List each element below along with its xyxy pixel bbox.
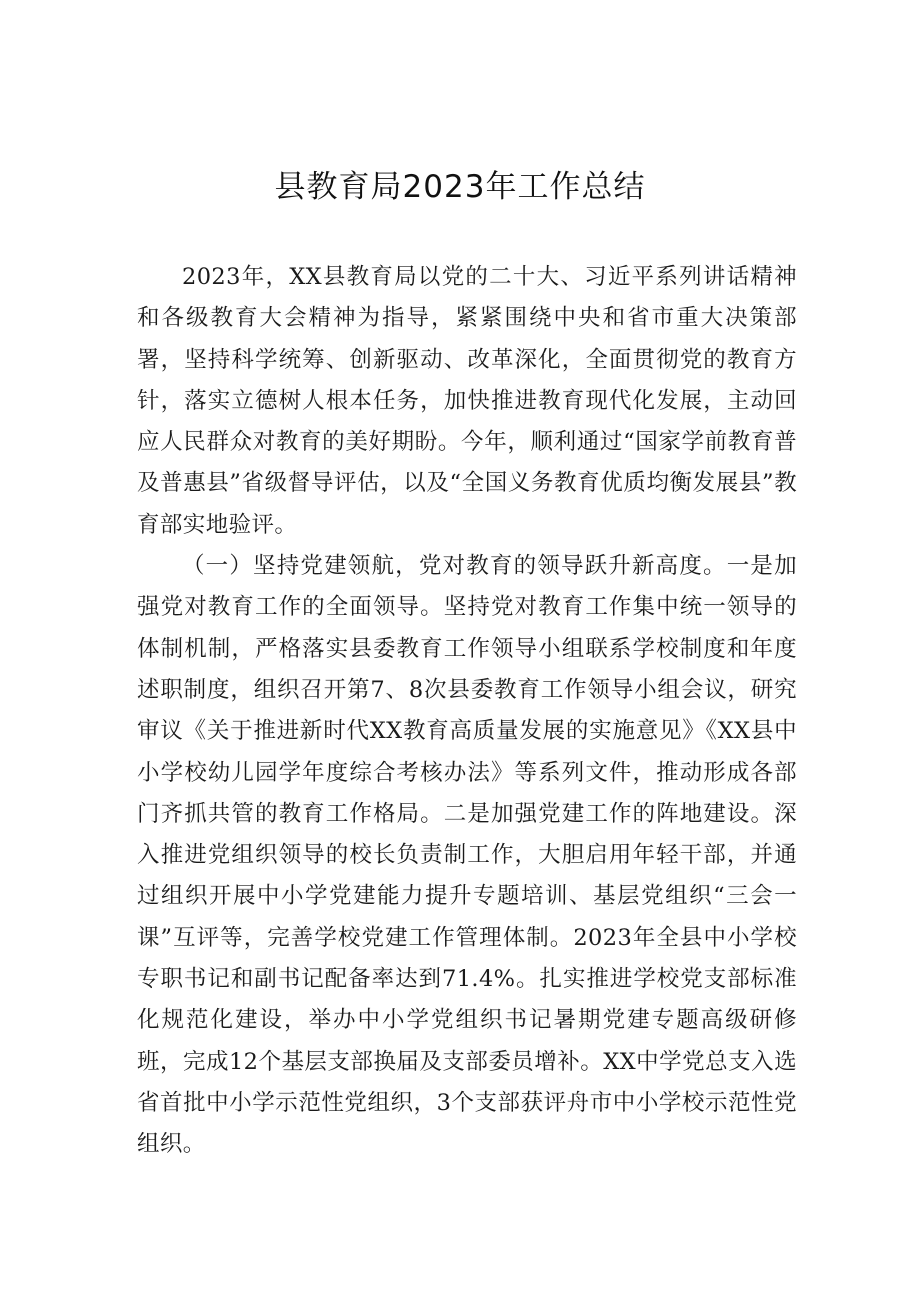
document-title: 县教育局2023年工作总结: [274, 169, 646, 205]
paragraph-party-building: （一）坚持党建领航，党对教育的领导跃升新高度。一是加强党对教育工作的全面领导。坚持党对教育工作集中统一领导的体制机制，严格落实县委教育工作领导小组联系学校制度和年度述职制度，组织召开第7、8次县委教育工作领导小组会议，研究审议《关于推进新时代XX教育高质量发展的实施意见》《XX县中小学校幼儿园学年度综合考核办法》等系列文件，推动形成各部门齐抓共管的教育工作格局。二是加强党建工作的阵地建设。深入推进党组织领导的校长负责制工作，大胆启用年轻干部，并通过组织开展中小学党建能力提升专题培训、基层党组织“三会一课”互评等，完善学校党建工作管理体制。2023年全县中小学校专职书记和副书记配备率达到71.4%。扎实推进学校党支部标准化规范化建设，举办中小学党组织书记暑期党建专题高级研修班，完成12个基层支部换届及支部委员增补。XX中学党总支入选省首批中小学示范性党组织，3个支部获评舟市中小学校示范性党组织。: [137, 553, 797, 1158]
document-body: [137, 257, 797, 1166]
paragraph-intro: 2023年，XX县教育局以党的二十大、习近平系列讲话精神和各级教育大会精神为指导，紧紧围绕中央和省市重大决策部署，坚持科学统筹、创新驱动、改革深化，全面贯彻党的教育方针，落实立德树人根本任务，加快推进教育现代化发展，主动回应人民群众对教育的美好期盼。今年，顺利通过“国家学前教育普及普惠县”省级督导评估，以及“全国义务教育优质均衡发展县”教育部实地验评。: [137, 264, 797, 538]
